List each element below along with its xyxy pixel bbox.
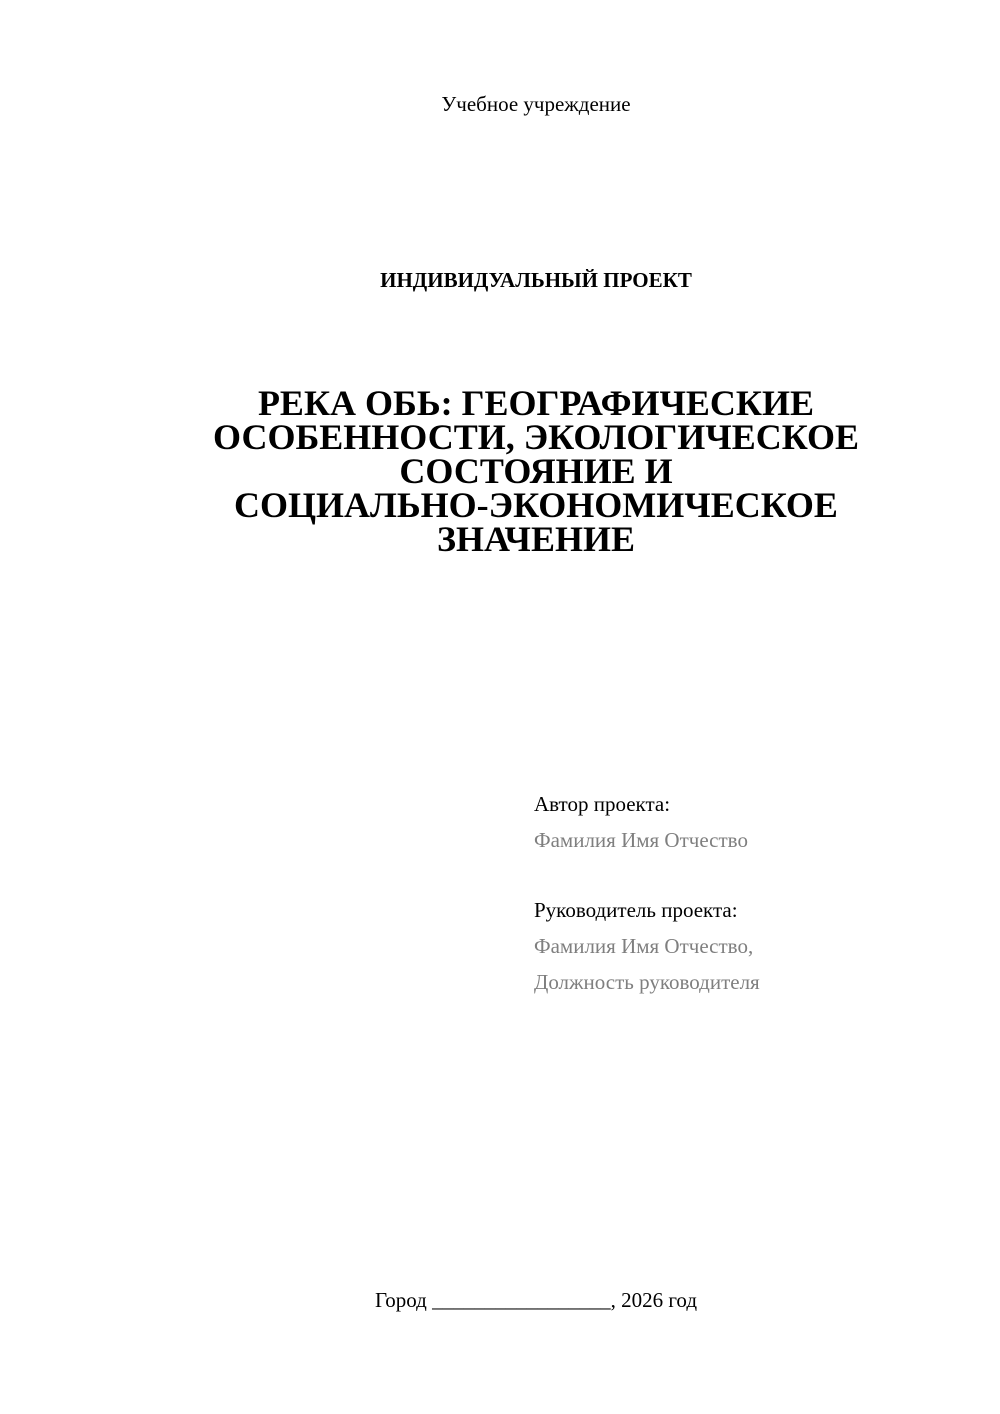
project-title-line: ОСОБЕННОСТИ, ЭКОЛОГИЧЕСКОЕ [213, 417, 859, 457]
institution-name: Учебное учреждение [441, 92, 631, 116]
author-block [534, 786, 748, 858]
city-year-line: Город _________________, 2026 год [374, 1288, 698, 1312]
supervisor-block [534, 892, 760, 1000]
project-title-line: РЕКА ОБЬ: ГЕОГРАФИЧЕСКИЕ [257, 383, 815, 423]
document-type: ИНДИВИДУАЛЬНЫЙ ПРОЕКТ [380, 268, 692, 292]
project-title-line: СОЦИАЛЬНО-ЭКОНОМИЧЕСКОЕ [234, 485, 838, 525]
project-title-line: ЗНАЧЕНИЕ [437, 519, 635, 559]
supervisor-name: Фамилия Имя Отчество, [534, 934, 754, 958]
author-name: Фамилия Имя Отчество [534, 828, 748, 852]
author-label: Автор проекта: [534, 792, 671, 816]
project-title-line: СОСТОЯНИЕ И [399, 451, 673, 491]
project-title [150, 383, 922, 559]
supervisor-position: Должность руководителя [534, 970, 760, 994]
supervisor-label: Руководитель проекта: [534, 898, 738, 922]
